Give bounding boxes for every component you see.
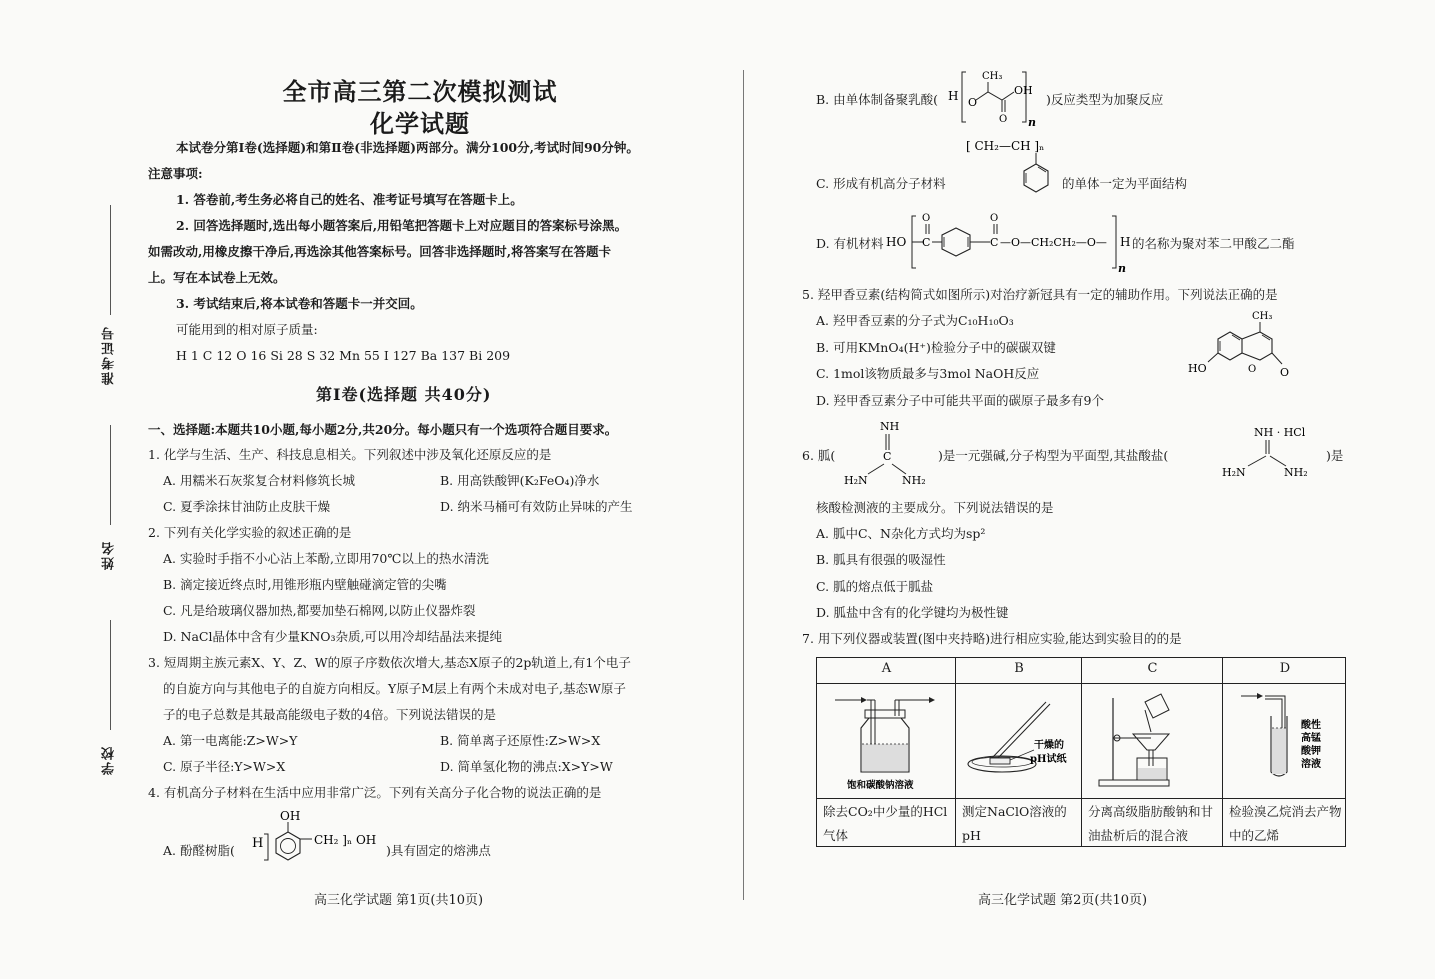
svg-text:OH: OH [280,809,301,823]
table-header-b: B [1014,661,1024,676]
svg-text:O: O [1280,366,1290,379]
hymecromone-structure [1186,306,1296,382]
ph-paper-figure [960,688,1080,796]
margin-label-exam-id: 准考证号 [102,325,117,385]
svg-text:pH试纸: pH试纸 [1030,754,1067,765]
svg-text:O: O [1248,364,1257,375]
exam-subtitle: 化学试题 [370,109,470,138]
margin-label-name: 姓名 [102,540,117,570]
exam-title: 全市高三第二次模拟测试 [282,77,558,106]
svg-text:H₂N: H₂N [1222,466,1246,479]
filtration-setup-figure [1087,688,1221,796]
q4-option-a-suffix: )具有固定的熔沸点 [386,843,491,858]
q2-stem: 2. 下列有关化学实验的叙述正确的是 [148,525,352,540]
q4-option-c-suffix: 的单体一定为平面结构 [1062,176,1188,191]
margin-line [110,620,111,730]
svg-text:—O—CH₂CH₂—O—: —O—CH₂CH₂—O— [1000,236,1107,249]
svg-text:酸性: 酸性 [1301,720,1321,731]
q4-option-c-prefix: C. 形成有机高分子材料 [816,176,946,191]
guanidine-hcl-structure [1218,422,1324,484]
q4-option-a-prefix: A. 酚醛树脂( [163,843,235,858]
notice-2a: 2. 回答选择题时,选出每小题答案后,用铅笔把答题卡上对应题目的答案标号涂黑。 [176,218,628,233]
svg-text:饱和碳酸钠溶液: 饱和碳酸钠溶液 [847,780,914,791]
svg-text:溶液: 溶液 [1301,759,1321,770]
svg-text:n: n [1118,262,1126,274]
gas-washing-bottle-figure [821,688,951,796]
q2-option-c: C. 凡是给玻璃仪器加热,都要加垫石棉网,以防止仪器炸裂 [163,603,476,618]
table-header-c: C [1147,661,1158,676]
q5-option-b: B. 可用KMnO₄(H⁺)检验分子中的碳碳双键 [816,340,1056,355]
svg-text:CH₃: CH₃ [982,71,1003,82]
q5-stem: 5. 羟甲香豆素(结构简式如图所示)对治疗新冠具有一定的辅助作用。下列说法正确的是 [802,287,1278,302]
svg-text:H₂N: H₂N [844,474,868,487]
q4-stem: 4. 有机高分子材料在生活中应用非常广泛。下列有关高分子化合物的说法正确的是 [148,785,602,800]
footer-page-2: 高三化学试题 第2页(共10页) [978,893,1148,908]
table-cell-c: 分离高级脂肪酸钠和甘油盐析后的混合液 [1088,804,1214,843]
binding-margin [0,0,140,979]
q2-option-b: B. 滴定接近终点时,用锥形瓶内壁触碰滴定管的尖嘴 [163,577,447,592]
section-1-heading: 第Ⅰ卷(选择题 共40分) [316,385,492,404]
guanidine-structure [840,416,936,488]
table-cell-d: 检验溴乙烷消去产物中的乙烯 [1229,804,1342,843]
q3-stem-2: 的自旋方向与其他电子的自旋方向相反。Y原子M层上有两个未成对电子,基态W原子 [163,681,626,696]
svg-text:O: O [990,213,999,224]
q7-stem: 7. 用下列仪器或装置(图中夹持略)进行相应实验,能达到实验目的的是 [802,631,1182,646]
svg-text:C: C [990,236,999,249]
q3-stem-3: 子的电子总数是其最高能级电子数的4倍。下列说法错误的是 [163,707,496,722]
notice-1: 1. 答卷前,考生务必将自己的姓名、准考证号填写在答题卡上。 [176,192,523,207]
q6-stem-line2: 核酸检测液的主要成分。下列说法错误的是 [816,500,1054,515]
polystyrene-structure [964,136,1074,198]
svg-text:干燥的: 干燥的 [1034,740,1064,751]
polylactic-acid-structure [944,66,1048,128]
q3-option-a: A. 第一电离能:Z>W>Y [163,733,298,748]
svg-text:HO: HO [1188,362,1207,375]
notice-heading: 注意事项: [148,166,203,181]
svg-text:C: C [922,236,931,249]
pet-structure [884,208,1130,274]
svg-text:H: H [252,836,264,851]
svg-text:CH₂ ]ₙ OH: CH₂ ]ₙ OH [314,833,377,847]
svg-text:C: C [883,450,892,463]
test-tube-figure [1227,688,1345,796]
table-header-a: A [881,661,892,676]
q7-apparatus-table [816,657,1346,847]
q6-stem-prefix: 6. 胍( [802,448,836,463]
q2-option-d: D. NaCl晶体中含有少量KNO₃杂质,可以用冷却结晶法来提纯 [163,629,502,644]
svg-text:H: H [1120,235,1130,249]
svg-text:n: n [1028,116,1036,128]
svg-text:HO: HO [886,235,907,249]
q6-option-b: B. 胍具有很强的吸湿性 [816,552,946,567]
q1-stem: 1. 化学与生活、生产、科技息息相关。下列叙述中涉及氧化还原反应的是 [148,447,552,462]
svg-text:NH: NH [880,420,900,433]
q4-option-d-prefix: D. 有机材料 [816,236,884,251]
q4-option-d-suffix: 的名称为聚对苯二甲酸乙二酯 [1132,236,1295,251]
table-cell-b: 测定NaClO溶液的pH [962,804,1067,843]
svg-text:高锰: 高锰 [1301,733,1321,744]
svg-text:H: H [948,89,959,103]
svg-text:O: O [922,213,931,224]
atomic-masses: H 1 C 12 O 16 Si 28 S 32 Mn 55 I 127 Ba 137 Bi 209 [176,348,511,363]
svg-text:酸钾: 酸钾 [1301,746,1321,757]
margin-label-school: 学校 [102,745,117,775]
margin-line [110,205,111,315]
notice-2c: 上。写在本试卷上无效。 [148,270,286,285]
q2-option-a: A. 实验时手指不小心沾上苯酚,立即用70℃以上的热水清洗 [163,551,489,566]
margin-line [110,425,111,525]
table-cell-a: 除去CO₂中少量的HCl气体 [823,804,948,843]
q6-stem-suffix: )是 [1326,448,1344,463]
q3-option-c: C. 原子半径:Y>W>X [163,759,286,774]
svg-text:OH: OH [1014,84,1033,97]
q3-stem-1: 3. 短周期主族元素X、Y、Z、W的原子序数依次增大,基态X原子的2p轨道上,有1个电子 [148,655,631,670]
q4-option-b-prefix: B. 由单体制备聚乳酸( [816,92,939,107]
table-header-d: D [1279,661,1291,676]
q6-option-a: A. 胍中C、N杂化方式均为sp² [816,526,986,541]
phenolic-resin-structure [248,806,388,868]
svg-text:NH₂: NH₂ [902,474,926,487]
svg-text:NH · HCl: NH · HCl [1254,426,1306,439]
q6-option-c: C. 胍的熔点低于胍盐 [816,579,934,594]
notice-3: 3. 考试结束后,将本试卷和答题卡一并交回。 [176,296,423,311]
q3-option-b: B. 简单离子还原性:Z>W>X [440,733,601,748]
mass-heading: 可能用到的相对原子质量: [176,322,318,337]
page-divider [743,70,744,900]
q5-option-c: C. 1mol该物质最多与3mol NaOH反应 [816,366,1040,381]
q6-option-d: D. 胍盐中含有的化学键均为极性键 [816,605,1009,620]
q5-option-d: D. 羟甲香豆素分子中可能共平面的碳原子最多有9个 [816,393,1104,408]
svg-text:[ CH₂—CH ]ₙ: [ CH₂—CH ]ₙ [966,139,1045,153]
q1-option-a: A. 用糯米石灰浆复合材料修筑长城 [163,473,355,488]
svg-text:CH₃: CH₃ [1252,311,1273,322]
notice-2b: 如需改动,用橡皮擦干净后,再选涂其他答案标号。回答非选择题时,将答案写在答题卡 [148,244,612,259]
svg-text:NH₂: NH₂ [1284,466,1308,479]
svg-text:O: O [968,96,978,109]
q1-option-b: B. 用高铁酸钾(K₂FeO₄)净水 [440,473,600,488]
q3-option-d: D. 简单氢化物的沸点:X>Y>W [440,759,613,774]
intro-text: 本试卷分第Ⅰ卷(选择题)和第Ⅱ卷(非选择题)两部分。满分100分,考试时间90分钟。 [176,140,639,155]
q1-option-d: D. 纳米马桶可有效防止异味的产生 [440,499,633,514]
q5-option-a: A. 羟甲香豆素的分子式为C₁₀H₁₀O₃ [816,313,1014,328]
footer-page-1: 高三化学试题 第1页(共10页) [314,893,484,908]
q1-option-c: C. 夏季涂抹甘油防止皮肤干燥 [163,499,331,514]
part-1-instructions: 一、选择题:本题共10小题,每小题2分,共20分。每小题只有一个选项符合题目要求。 [148,422,618,437]
svg-text:O: O [999,114,1008,125]
q6-stem-middle: )是一元强碱,分子构型为平面型,其盐酸盐( [938,448,1169,463]
q4-option-b-suffix: )反应类型为加聚反应 [1046,92,1164,107]
